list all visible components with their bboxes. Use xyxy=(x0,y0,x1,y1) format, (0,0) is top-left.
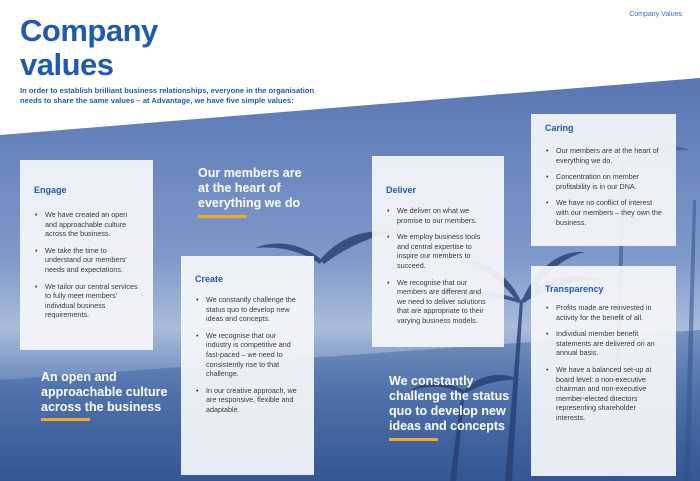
list-item: • Individual member benefit statements are delivered on an annual basis. xyxy=(556,329,664,358)
tagline-underline xyxy=(198,215,247,218)
tagline-culture: An open and approachable culture across the business xyxy=(41,370,168,414)
card-bullet-list xyxy=(545,146,664,227)
card-bullet-list xyxy=(545,303,664,423)
tagline-challenge: We constantly challenge the status quo to develop new ideas and concepts xyxy=(389,374,510,433)
card-bullet-list xyxy=(34,210,141,320)
tagline-underline xyxy=(389,438,438,441)
list-item: • We have a balanced set-up at board level: a non-executive chairman and non-executive member-elected directors representing shareholder interests. xyxy=(556,365,664,423)
card-bullet-list xyxy=(195,295,302,415)
intro-text: In order to establish brilliant business relationships, everyone in the organisation needs to share the same values – at Advantage, we have five simple values: xyxy=(20,86,315,105)
list-item: • We recognise that our industry is competitive and fast-paced – we need to consistently rise to that challenge. xyxy=(206,331,302,379)
card-bullet-list xyxy=(386,206,492,326)
list-item: • In our creative approach, we are responsive, flexible and adaptable. xyxy=(206,386,302,415)
card-heading: Create xyxy=(195,274,224,284)
value-card-transparency xyxy=(531,266,676,476)
list-item: • We tailor our central services to fully meet members’ individual business requirements. xyxy=(45,282,141,320)
tagline-underline xyxy=(41,418,90,421)
tagline-members: Our members are at the heart of everything we do xyxy=(198,166,302,210)
value-card-deliver xyxy=(372,156,504,347)
card-heading: Deliver xyxy=(386,185,417,195)
list-item: • We have created an open and approachable culture across the business. xyxy=(45,210,141,239)
list-item: • We have no conflict of interest with our members – they own the business. xyxy=(556,198,664,227)
value-card-caring xyxy=(531,114,676,246)
value-card-create xyxy=(181,256,314,475)
list-item: • We constantly challenge the status quo to develop new ideas and concepts. xyxy=(206,295,302,324)
card-heading: Transparency xyxy=(545,284,604,294)
list-item: • We employ business tools and central expertise to inspire our members to succeed. xyxy=(397,232,492,270)
list-item: • We recognise that our members are different and we need to deliver solutions that are appropriate to their varying business models. xyxy=(397,278,492,326)
card-heading: Engage xyxy=(34,185,67,195)
list-item: • We take the time to understand our members’ needs and expectations. xyxy=(45,246,141,275)
list-item: • Concentration on member profitability is in our DNA. xyxy=(556,172,664,191)
section-header-label: Company Values xyxy=(629,11,682,18)
list-item: • Profits made are reinvested in activity for the benefit of all. xyxy=(556,303,664,322)
list-item: • Our members are at the heart of everything we do. xyxy=(556,146,664,165)
list-item: • We deliver on what we promise to our members. xyxy=(397,206,492,225)
value-card-engage xyxy=(20,160,153,350)
card-heading: Caring xyxy=(545,123,574,133)
page-title: Company values xyxy=(20,13,158,82)
